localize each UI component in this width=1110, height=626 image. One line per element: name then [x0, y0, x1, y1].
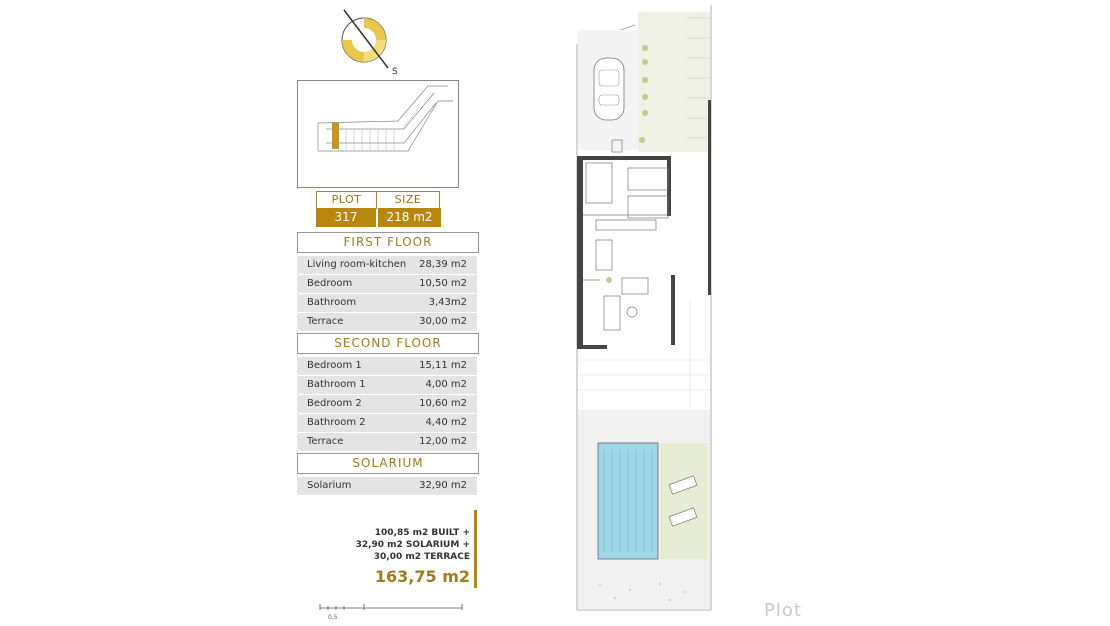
plot-value: 317: [316, 208, 376, 227]
area-value: 4,00 m2: [425, 379, 467, 390]
first-floor-header: FIRST FLOOR: [297, 232, 479, 253]
solarium-header: SOLARIUM: [297, 453, 479, 474]
area-value: 10,60 m2: [419, 398, 467, 409]
accent-bar: [474, 510, 477, 588]
area-row: [297, 376, 477, 394]
area-value: 32,90 m2: [419, 480, 467, 491]
south-label: S: [392, 67, 398, 77]
area-label: Bedroom 1: [307, 360, 362, 371]
area-value: 4,40 m2: [425, 417, 467, 428]
area-value: 28,39 m2: [419, 259, 467, 270]
total-built: 100,85 m2 BUILT +: [374, 528, 470, 538]
plan-label: Plot: [764, 600, 802, 621]
size-value: 218 m2: [377, 208, 441, 227]
area-label: Bedroom 2: [307, 398, 362, 409]
plot-header: PLOT: [316, 191, 377, 209]
area-label: Living room-kitchen: [307, 259, 407, 270]
floor-plan-drawing: [560, 0, 730, 626]
area-row: [297, 313, 477, 331]
total-terrace: 30,00 m2 TERRACE: [373, 552, 470, 562]
area-label: Solarium: [307, 480, 352, 491]
total-solarium: 32,90 m2 SOLARIUM +: [355, 540, 470, 550]
area-row: [297, 256, 477, 274]
area-value: 3,43m2: [428, 297, 467, 308]
area-value: 30,00 m2: [419, 316, 467, 327]
area-label: Bedroom: [307, 278, 353, 289]
size-header: SIZE: [376, 191, 440, 209]
area-row: [297, 433, 477, 451]
area-row: [297, 395, 477, 413]
area-row: [297, 414, 477, 432]
compass-icon: [322, 2, 412, 78]
area-value: 10,50 m2: [419, 278, 467, 289]
totals-breakdown: [330, 527, 470, 563]
total-area: 163,75 m2: [374, 567, 470, 586]
site-key-plan: [297, 80, 459, 188]
area-label: Bathroom: [307, 297, 357, 308]
area-row: [297, 477, 477, 495]
area-label: Bathroom 2: [307, 417, 366, 428]
area-row: [297, 275, 477, 293]
scale-label: 0,5: [328, 614, 338, 621]
area-row: [297, 294, 477, 312]
area-row: [297, 357, 477, 375]
area-label: Bathroom 1: [307, 379, 366, 390]
area-label: Terrace: [307, 316, 344, 327]
area-value: 15,11 m2: [419, 360, 467, 371]
area-label: Terrace: [307, 436, 344, 447]
area-value: 12,00 m2: [419, 436, 467, 447]
scale-bar: [316, 600, 466, 622]
second-floor-header: SECOND FLOOR: [297, 333, 479, 354]
